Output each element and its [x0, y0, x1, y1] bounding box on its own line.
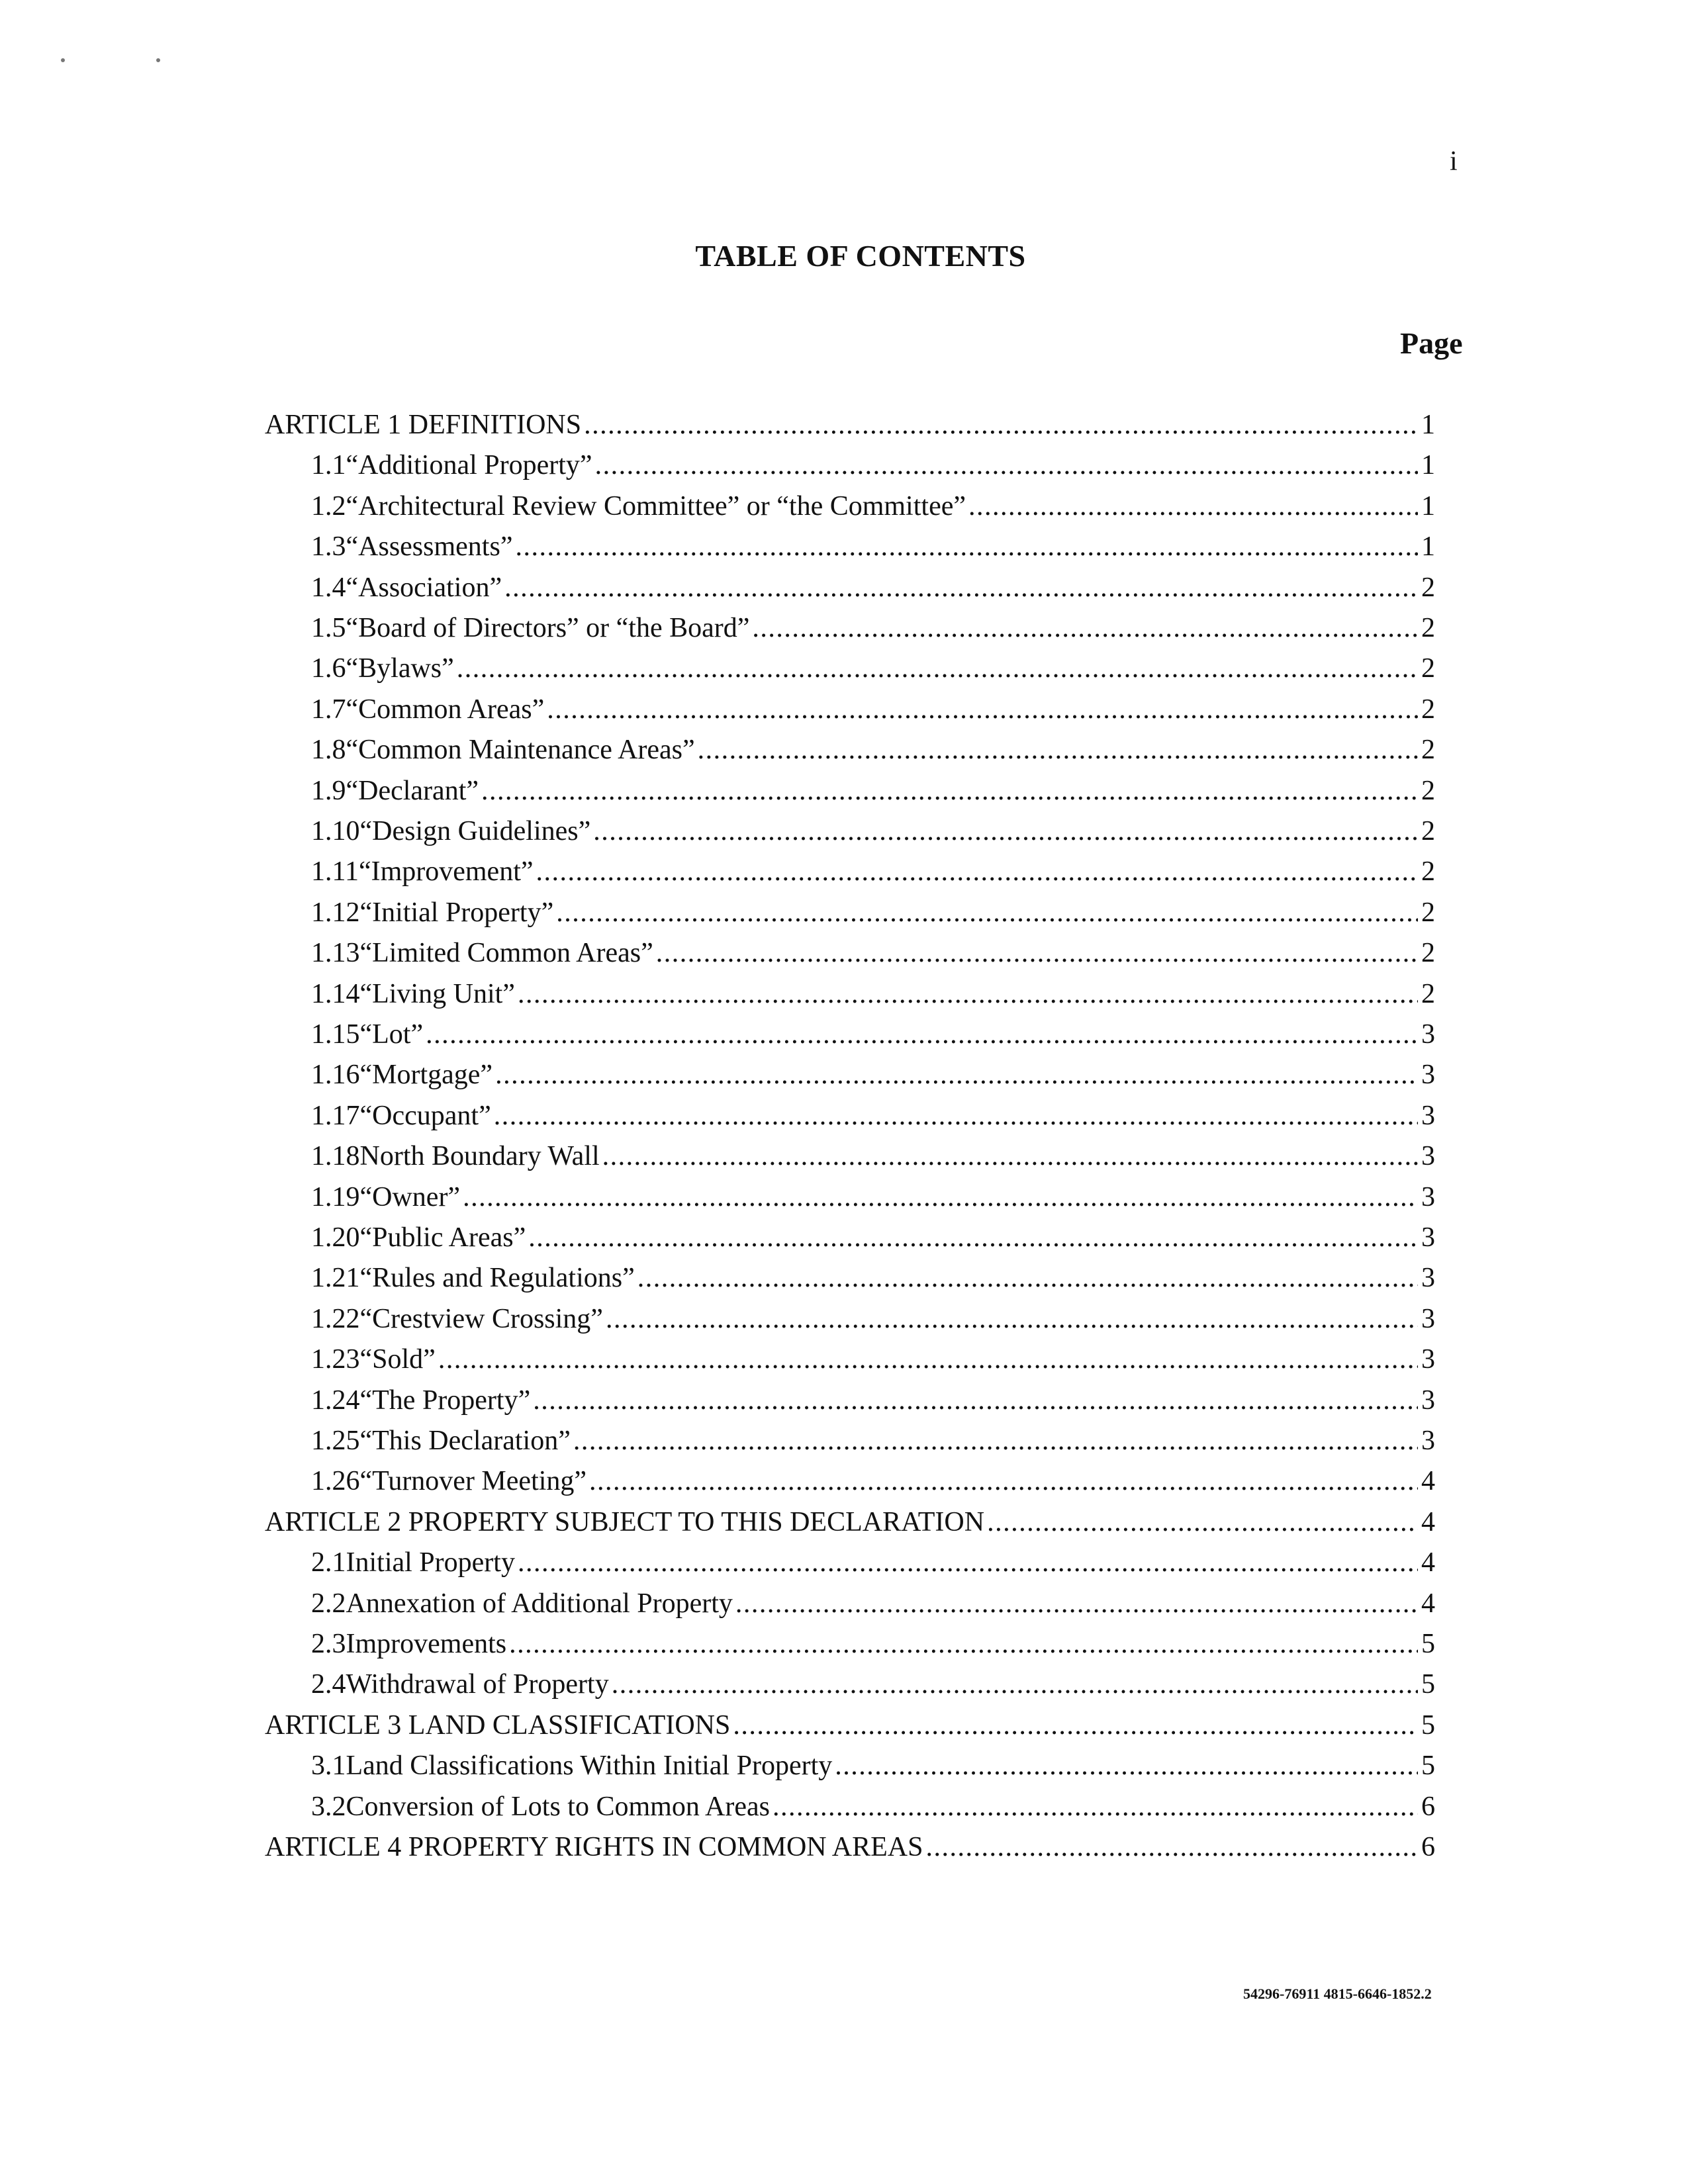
toc-entry-text: “Improvement” [358, 856, 534, 887]
toc-section-entry [311, 774, 1435, 808]
toc-page-number: 3 [1421, 1426, 1435, 1456]
toc-page-number: 4 [1421, 1507, 1435, 1537]
toc-section-entry [311, 1627, 1435, 1661]
toc-entry-text: Annexation of Additional Property [346, 1588, 733, 1619]
page-title: TABLE OF CONTENTS [695, 239, 1026, 273]
toc-section-entry [311, 1790, 1435, 1824]
dot-leader [515, 529, 1418, 564]
toc-section-entry [311, 1099, 1435, 1133]
toc-page-number: 2 [1421, 735, 1435, 765]
toc-entry-text: “Common Areas” [346, 694, 545, 725]
toc-section-entry [311, 651, 1435, 686]
toc-page-number: 4 [1421, 1466, 1435, 1496]
toc-section-entry [311, 1464, 1435, 1498]
dot-leader [752, 611, 1418, 645]
toc-section-entry [311, 1424, 1435, 1458]
toc-section-entry [311, 692, 1435, 727]
toc-entry-text: Withdrawal of Property [346, 1669, 609, 1700]
toc-entry-text: North Boundary Wall [359, 1141, 600, 1171]
toc-section-number: 1.4 [311, 572, 346, 603]
toc-section-number: 1.2 [311, 491, 346, 522]
toc-section-number: 1.24 [311, 1385, 360, 1416]
toc-entry-text: “Rules and Regulations” [359, 1263, 635, 1293]
toc-section-entry [311, 1017, 1435, 1052]
toc-section-entry [311, 529, 1435, 564]
toc-entry-text: Improvements [346, 1629, 507, 1659]
toc-page-number: 6 [1421, 1832, 1435, 1862]
toc-page-number: 3 [1421, 1060, 1435, 1090]
toc-entry-text: “The Property” [359, 1385, 531, 1416]
toc-entry-text: “Mortgage” [359, 1060, 493, 1090]
toc-page-number: 3 [1421, 1101, 1435, 1131]
toc-section-entry [311, 1261, 1435, 1295]
toc-page-number: 2 [1421, 979, 1435, 1009]
toc-entry-text: “Owner” [359, 1182, 461, 1212]
toc-page-number: 3 [1421, 1385, 1435, 1416]
dot-leader [987, 1505, 1418, 1539]
toc-section-number: 3.2 [311, 1792, 346, 1822]
page-column-header: Page [1400, 326, 1463, 360]
toc-article-entry [265, 408, 1435, 442]
toc-entry-text: “Limited Common Areas” [359, 938, 653, 968]
toc-entry-text: “Sold” [359, 1344, 436, 1375]
toc-page-number: 3 [1421, 1019, 1435, 1050]
dot-leader [637, 1261, 1418, 1295]
toc-entry-text: ARTICLE 2 PROPERTY SUBJECT TO THIS DECLARATION [265, 1507, 985, 1537]
dot-leader [584, 408, 1418, 442]
dot-leader [463, 1180, 1418, 1214]
dot-leader [602, 1139, 1418, 1173]
toc-section-entry [311, 1139, 1435, 1173]
toc-section-number: 1.21 [311, 1263, 360, 1293]
toc-section-entry [311, 1749, 1435, 1783]
toc-article-entry [265, 1708, 1435, 1743]
toc-page-number: 4 [1421, 1588, 1435, 1619]
toc-page-number: 2 [1421, 694, 1435, 725]
toc-section-number: 2.4 [311, 1669, 346, 1700]
dot-leader [536, 854, 1419, 889]
toc-page-number: 1 [1421, 410, 1435, 440]
toc-entry-text: “Lot” [359, 1019, 424, 1050]
dot-leader [547, 692, 1418, 727]
toc-page-number: 3 [1421, 1304, 1435, 1334]
toc-section-number: 3.1 [311, 1751, 346, 1781]
dot-leader [835, 1749, 1418, 1783]
toc-article-entry [265, 1830, 1435, 1864]
dot-leader [509, 1627, 1418, 1661]
toc-page-number: 5 [1421, 1629, 1435, 1659]
toc-entry-text: “Common Maintenance Areas” [346, 735, 695, 765]
dot-leader [556, 895, 1418, 930]
dot-leader [926, 1830, 1419, 1864]
dot-leader [438, 1342, 1418, 1377]
toc-entry-text: “Association” [346, 572, 502, 603]
toc-section-number: 1.6 [311, 653, 346, 684]
toc-section-number: 1.5 [311, 613, 346, 643]
toc-entry-text: “This Declaration” [359, 1426, 571, 1456]
toc-entry-text: “Living Unit” [359, 979, 515, 1009]
toc-section-entry [311, 1058, 1435, 1092]
toc-entry-text: “Crestview Crossing” [359, 1304, 603, 1334]
toc-page-number: 5 [1421, 1710, 1435, 1741]
toc-page-number: 5 [1421, 1751, 1435, 1781]
dot-leader [528, 1220, 1418, 1255]
toc-section-number: 1.20 [311, 1222, 360, 1253]
toc-section-entry [311, 936, 1435, 970]
toc-page-number: 2 [1421, 613, 1435, 643]
toc-entry-text: “Assessments” [346, 531, 513, 562]
toc-entry-text: ARTICLE 3 LAND CLASSIFICATIONS [265, 1710, 731, 1741]
toc-page-number: 2 [1421, 938, 1435, 968]
scan-speck [61, 58, 65, 62]
toc-section-number: 1.22 [311, 1304, 360, 1334]
dot-leader [481, 774, 1418, 808]
toc-section-entry [311, 1180, 1435, 1214]
toc-page-number: 3 [1421, 1222, 1435, 1253]
toc-entry-text: “Public Areas” [359, 1222, 526, 1253]
dot-leader [735, 1586, 1418, 1621]
dot-leader [495, 1058, 1418, 1092]
toc-section-entry [311, 1302, 1435, 1336]
toc-section-number: 1.10 [311, 816, 360, 846]
toc-entry-text: “Board of Directors” or “the Board” [346, 613, 750, 643]
toc-section-number: 1.1 [311, 450, 346, 480]
toc-section-number: 1.3 [311, 531, 346, 562]
dot-leader [518, 977, 1418, 1011]
toc-section-entry [311, 1586, 1435, 1621]
dot-leader [773, 1790, 1418, 1824]
toc-section-entry [311, 733, 1435, 767]
dot-leader [573, 1424, 1418, 1458]
toc-section-number: 1.9 [311, 776, 346, 806]
toc-section-number: 1.26 [311, 1466, 360, 1496]
document-id: 54296-76911 4815-6646-1852.2 [1243, 1985, 1432, 2002]
toc-section-entry [311, 977, 1435, 1011]
toc-page-number: 3 [1421, 1182, 1435, 1212]
toc-page-number: 3 [1421, 1344, 1435, 1375]
toc-section-entry [311, 1545, 1435, 1580]
toc-page-number: 1 [1421, 491, 1435, 522]
toc-entry-text: Land Classifications Within Initial Property [346, 1751, 833, 1781]
toc-section-entry [311, 1220, 1435, 1255]
toc-section-entry [311, 448, 1435, 482]
toc-section-number: 1.17 [311, 1101, 360, 1131]
toc-entry-text: Conversion of Lots to Common Areas [346, 1792, 770, 1822]
toc-section-number: 2.3 [311, 1629, 346, 1659]
toc-section-entry [311, 489, 1435, 523]
toc-page-number: 2 [1421, 572, 1435, 603]
toc-section-entry [311, 1667, 1435, 1702]
toc-section-entry [311, 895, 1435, 930]
dot-leader [968, 489, 1418, 523]
dot-leader [533, 1383, 1418, 1418]
dot-leader [426, 1017, 1418, 1052]
toc-section-number: 1.23 [311, 1344, 360, 1375]
toc-section-number: 1.15 [311, 1019, 360, 1050]
toc-article-entry [265, 1505, 1435, 1539]
toc-entry-text: “Design Guidelines” [359, 816, 591, 846]
toc-section-number: 1.18 [311, 1141, 360, 1171]
scan-speck [156, 58, 160, 62]
toc-section-number: 1.16 [311, 1060, 360, 1090]
toc-section-entry [311, 854, 1435, 889]
toc-entry-text: “Initial Property” [359, 897, 554, 928]
dot-leader [606, 1302, 1418, 1336]
toc-section-entry [311, 611, 1435, 645]
toc-entry-text: “Architectural Review Committee” or “the Committee” [346, 491, 966, 522]
toc-section-number: 1.19 [311, 1182, 360, 1212]
dot-leader [457, 651, 1418, 686]
dot-leader [656, 936, 1418, 970]
toc-section-entry [311, 814, 1435, 848]
toc-page-number: 3 [1421, 1263, 1435, 1293]
toc-page-number: 4 [1421, 1547, 1435, 1578]
dot-leader [589, 1464, 1418, 1498]
dot-leader [504, 570, 1418, 605]
dot-leader [518, 1545, 1418, 1580]
dot-leader [595, 448, 1418, 482]
dot-leader [733, 1708, 1418, 1743]
toc-section-number: 1.13 [311, 938, 360, 968]
toc-section-entry [311, 1383, 1435, 1418]
toc-page-number: 5 [1421, 1669, 1435, 1700]
toc-entry-text: Initial Property [346, 1547, 515, 1578]
toc-page-number: 6 [1421, 1792, 1435, 1822]
toc-section-number: 2.1 [311, 1547, 346, 1578]
toc-section-number: 1.14 [311, 979, 360, 1009]
toc-page-number: 2 [1421, 856, 1435, 887]
toc-page-number: 2 [1421, 897, 1435, 928]
toc-section-number: 1.12 [311, 897, 360, 928]
dot-leader [698, 733, 1418, 767]
toc-section-entry [311, 570, 1435, 605]
dot-leader [612, 1667, 1418, 1702]
page-number: i [1450, 146, 1458, 177]
toc-section-number: 1.11 [311, 856, 359, 887]
toc-page-number: 2 [1421, 816, 1435, 846]
toc-entry-text: ARTICLE 4 PROPERTY RIGHTS IN COMMON AREAS [265, 1832, 923, 1862]
toc-entry-text: “Turnover Meeting” [359, 1466, 587, 1496]
toc-page-number: 1 [1421, 450, 1435, 480]
toc-section-number: 1.8 [311, 735, 346, 765]
toc-section-number: 1.7 [311, 694, 346, 725]
toc-page-number: 3 [1421, 1141, 1435, 1171]
toc-entry-text: “Additional Property” [346, 450, 592, 480]
dot-leader [593, 814, 1418, 848]
toc-page-number: 2 [1421, 653, 1435, 684]
toc-entry-text: “Bylaws” [346, 653, 454, 684]
toc-section-number: 1.25 [311, 1426, 360, 1456]
dot-leader [494, 1099, 1418, 1133]
toc-entry-text: ARTICLE 1 DEFINITIONS [265, 410, 582, 440]
toc-page-number: 2 [1421, 776, 1435, 806]
toc-section-entry [311, 1342, 1435, 1377]
toc-page-number: 1 [1421, 531, 1435, 562]
toc-entry-text: “Occupant” [359, 1101, 491, 1131]
toc-entry-text: “Declarant” [346, 776, 479, 806]
toc-section-number: 2.2 [311, 1588, 346, 1619]
